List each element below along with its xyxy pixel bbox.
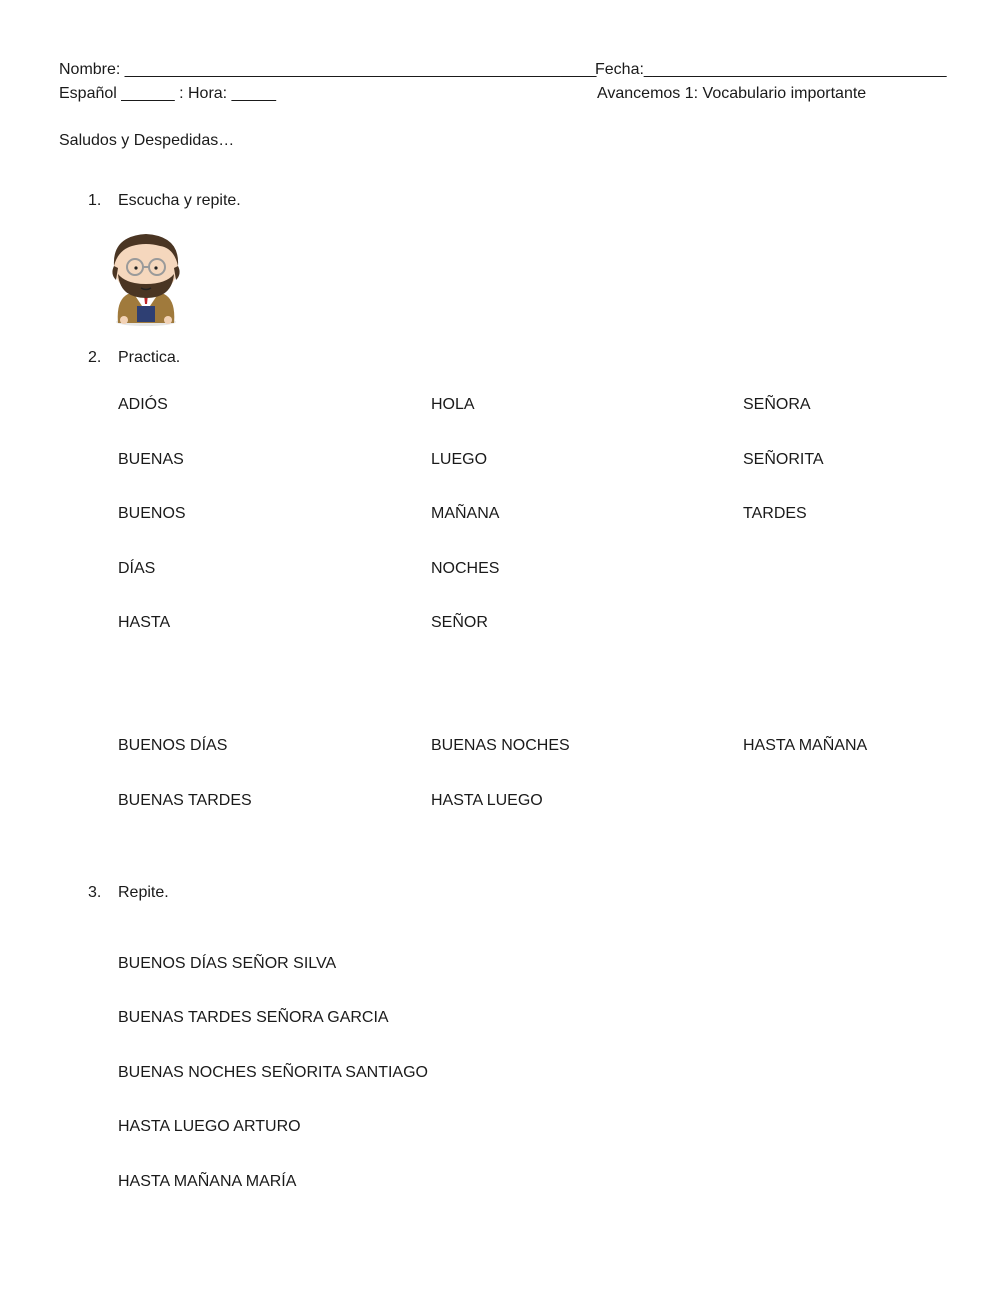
- worksheet-subtitle: Avancemos 1: Vocabulario importante: [597, 85, 867, 102]
- step-3-number: 3.: [88, 884, 102, 901]
- practice-sentence: HASTA MAÑANA MARÍA: [118, 1173, 297, 1190]
- espanol-hora-field[interactable]: Español ______ : Hora: _____: [59, 85, 277, 102]
- vocab-phrase: HASTA LUEGO: [431, 792, 543, 809]
- vocab-word: LUEGO: [431, 451, 488, 468]
- vocab-word: ADIÓS: [118, 396, 168, 413]
- vocab-phrase: BUENAS TARDES: [118, 792, 252, 809]
- vocab-word: BUENOS: [118, 505, 186, 522]
- step-1-instruction: Escucha y repite.: [118, 192, 241, 209]
- teacher-avatar-icon[interactable]: [104, 228, 188, 328]
- vocab-word: HASTA: [118, 614, 171, 631]
- vocab-word: SEÑORA: [743, 396, 811, 413]
- practice-sentence: BUENAS TARDES SEÑORA GARCIA: [118, 1009, 389, 1026]
- fecha-field[interactable]: Fecha:__________________________________: [595, 61, 947, 78]
- vocab-word: BUENAS: [118, 451, 184, 468]
- section-title: Saludos y Despedidas…: [59, 132, 235, 149]
- nombre-field[interactable]: Nombre: _____________________________________________________: [59, 61, 597, 78]
- vocab-phrase: BUENAS NOCHES: [431, 737, 570, 754]
- practice-sentence: BUENOS DÍAS SEÑOR SILVA: [118, 955, 337, 972]
- practice-sentence: HASTA LUEGO ARTURO: [118, 1118, 301, 1135]
- vocab-word: HOLA: [431, 396, 475, 413]
- vocab-word: NOCHES: [431, 560, 500, 577]
- vocab-word: MAÑANA: [431, 505, 500, 522]
- vocab-word: SEÑORITA: [743, 451, 824, 468]
- vocab-phrase: HASTA MAÑANA: [743, 737, 868, 754]
- vocab-phrase: BUENOS DÍAS: [118, 737, 228, 754]
- vocab-word: TARDES: [743, 505, 807, 522]
- practice-sentence: BUENAS NOCHES SEÑORITA SANTIAGO: [118, 1064, 428, 1081]
- step-2-number: 2.: [88, 349, 102, 366]
- step-3-instruction: Repite.: [118, 884, 169, 901]
- vocab-word: SEÑOR: [431, 614, 488, 631]
- vocab-word: DÍAS: [118, 560, 156, 577]
- step-1-number: 1.: [88, 192, 102, 209]
- step-2-instruction: Practica.: [118, 349, 181, 366]
